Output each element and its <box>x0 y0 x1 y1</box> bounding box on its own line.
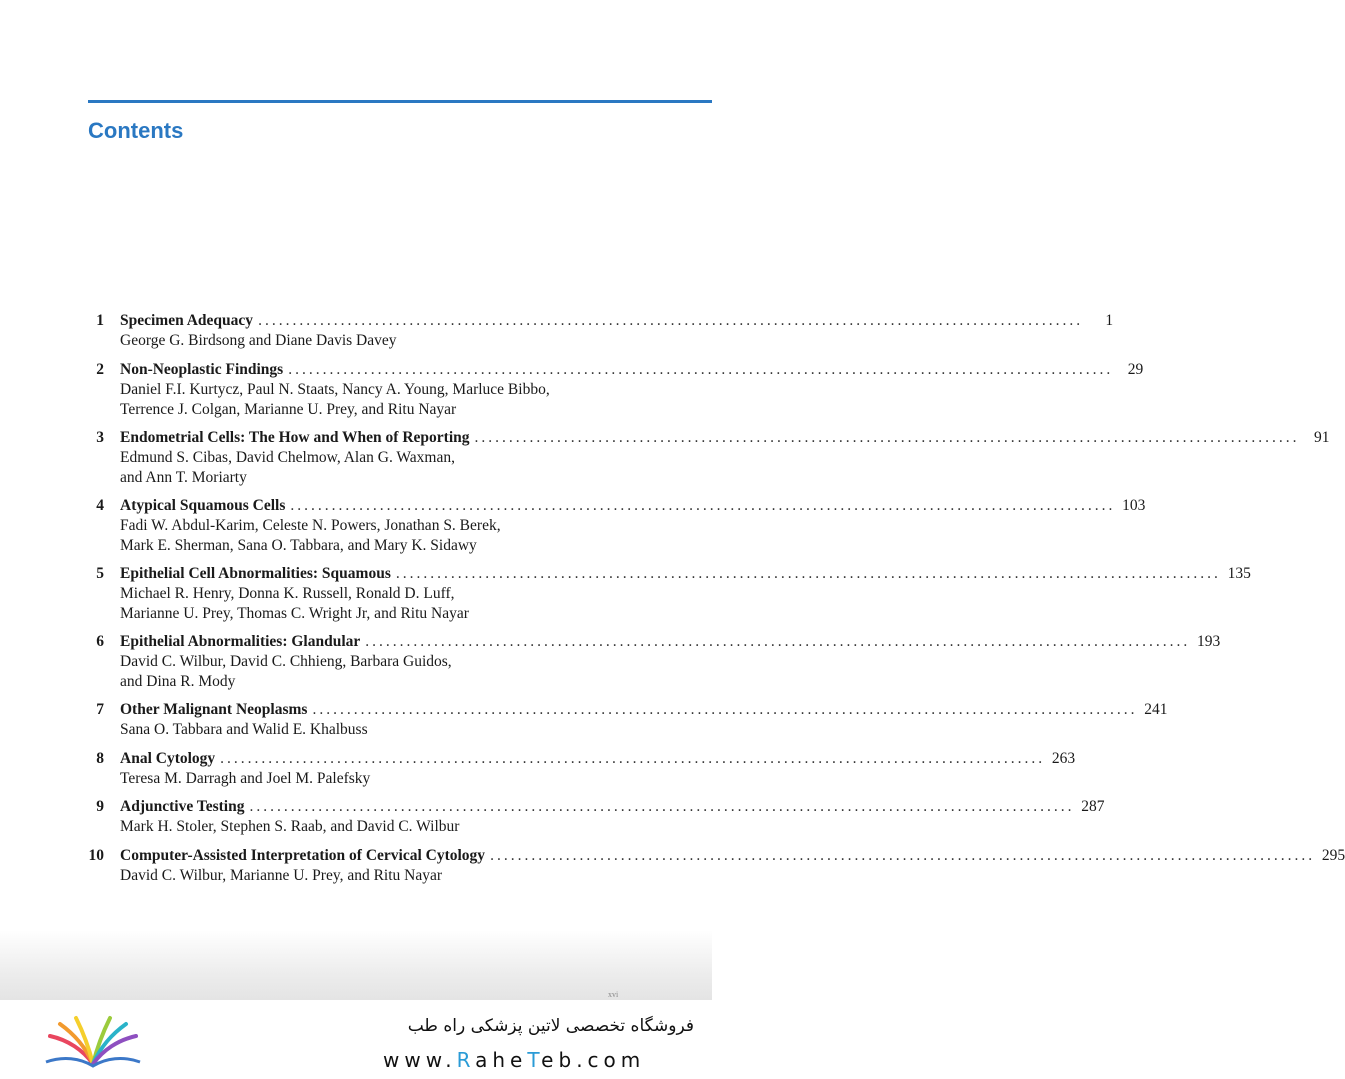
chapter-number: 6 <box>96 633 104 650</box>
chapter-authors: and Ann T. Moriarty <box>120 469 247 486</box>
chapter-title[interactable]: Epithelial Abnormalities: Glandular <box>120 633 361 650</box>
chapter-authors: Mark E. Sherman, Sana O. Tabbara, and Mary K. Sidawy <box>120 537 477 554</box>
chapter-title[interactable]: Epithelial Cell Abnormalities: Squamous <box>120 565 391 582</box>
open-book-logo <box>38 1012 148 1072</box>
chapter-authors: Fadi W. Abdul-Karim, Celeste N. Powers, Jonathan S. Berek, <box>120 517 501 534</box>
chapter-number: 2 <box>96 361 104 378</box>
chapter-number: 9 <box>96 798 104 815</box>
chapter-authors: and Dina R. Mody <box>120 673 236 690</box>
chapter-title[interactable]: Non-Neoplastic Findings <box>120 361 284 378</box>
dot-leader: ........................................................................................................................ <box>395 565 1221 582</box>
dot-leader: ........................................................................................................................ <box>490 847 1316 864</box>
page-number-roman: xvi <box>608 990 619 999</box>
page-title: Contents <box>88 118 184 143</box>
chapter-page-number[interactable]: 91 <box>1314 429 1330 446</box>
store-url-text[interactable]: www.RaheTeb.com <box>383 1048 646 1072</box>
chapter-number: 1 <box>96 312 104 329</box>
chapter-page-number[interactable]: 29 <box>1127 361 1144 378</box>
toc-entry[interactable] <box>0 360 1144 420</box>
chapter-title[interactable]: Specimen Adequacy <box>120 312 254 329</box>
chapter-title[interactable]: Computer-Assisted Interpretation of Cervical Cytology <box>120 847 486 864</box>
chapter-title[interactable]: Other Malignant Neoplasms <box>120 701 308 718</box>
header-rule <box>88 100 712 103</box>
chapter-authors: Daniel F.I. Kurtycz, Paul N. Staats, Nancy A. Young, Marluce Bibbo, <box>120 381 550 398</box>
toc-entry[interactable] <box>0 311 1114 351</box>
toc-entry[interactable] <box>0 846 1345 886</box>
store-footer <box>0 1000 712 1079</box>
dot-leader: ........................................................................................................................ <box>365 633 1191 650</box>
dot-leader: ........................................................................................................................ <box>312 701 1138 718</box>
toc-entry[interactable] <box>0 496 1146 556</box>
chapter-number: 5 <box>96 565 104 582</box>
chapter-page-number[interactable]: 287 <box>1081 798 1105 815</box>
toc-entry[interactable] <box>0 749 1076 789</box>
chapter-authors: Sana O. Tabbara and Walid E. Khalbuss <box>120 721 368 738</box>
toc-entry[interactable] <box>0 632 1221 692</box>
chapter-authors: Marianne U. Prey, Thomas C. Wright Jr, and Ritu Nayar <box>120 605 469 622</box>
toc-entry[interactable] <box>0 797 1105 837</box>
chapter-page-number[interactable]: 241 <box>1144 701 1168 718</box>
chapter-title[interactable]: Atypical Squamous Cells <box>120 497 286 514</box>
chapter-page-number[interactable]: 1 <box>1105 312 1114 329</box>
chapter-authors: Teresa M. Darragh and Joel M. Palefsky <box>120 770 371 787</box>
chapter-authors: Terrence J. Colgan, Marianne U. Prey, and Ritu Nayar <box>120 401 457 418</box>
store-url[interactable] <box>383 1048 645 1072</box>
dot-leader: ........................................................................................................................ <box>258 312 1084 329</box>
chapter-title[interactable]: Endometrial Cells: The How and When of Reporting <box>120 429 470 446</box>
toc-entry[interactable] <box>0 700 1168 740</box>
chapter-page-number[interactable]: 193 <box>1197 633 1221 650</box>
chapter-authors: David C. Wilbur, Marianne U. Prey, and Ritu Nayar <box>120 867 443 884</box>
chapter-page-number[interactable]: 103 <box>1122 497 1146 514</box>
chapter-authors: Mark H. Stoler, Stephen S. Raab, and David C. Wilbur <box>120 818 460 835</box>
chapter-number: 3 <box>96 429 104 446</box>
chapter-authors: Edmund S. Cibas, David Chelmow, Alan G. Waxman, <box>120 449 455 466</box>
chapter-title[interactable]: Anal Cytology <box>120 750 216 767</box>
dot-leader: ........................................................................................................................ <box>220 750 1046 767</box>
dot-leader: ........................................................................................................................ <box>290 497 1116 514</box>
chapter-number: 7 <box>96 701 104 718</box>
chapter-number: 8 <box>96 750 104 767</box>
chapter-page-number[interactable]: 263 <box>1051 750 1076 767</box>
chapter-page-number[interactable]: 295 <box>1321 847 1345 864</box>
toc-entry[interactable] <box>0 564 1251 624</box>
chapter-authors: David C. Wilbur, David C. Chhieng, Barbara Guidos, <box>120 653 452 670</box>
dot-leader: ........................................................................................................................ <box>288 361 1114 378</box>
chapter-authors: Michael R. Henry, Donna K. Russell, Ronald D. Luff, <box>120 585 455 602</box>
toc-entry[interactable] <box>0 428 1330 488</box>
dot-leader: ........................................................................................................................ <box>474 429 1300 446</box>
chapter-page-number[interactable]: 135 <box>1227 565 1251 582</box>
chapter-authors: George G. Birdsong and Diane Davis Davey <box>120 332 397 349</box>
chapter-number: 10 <box>88 847 104 864</box>
chapter-number: 4 <box>96 497 104 514</box>
dot-leader: ........................................................................................................................ <box>249 798 1075 815</box>
chapter-title[interactable]: Adjunctive Testing <box>120 798 245 815</box>
store-name: فروشگاه تخصصی لاتین پزشکی راه طب <box>407 1016 694 1036</box>
